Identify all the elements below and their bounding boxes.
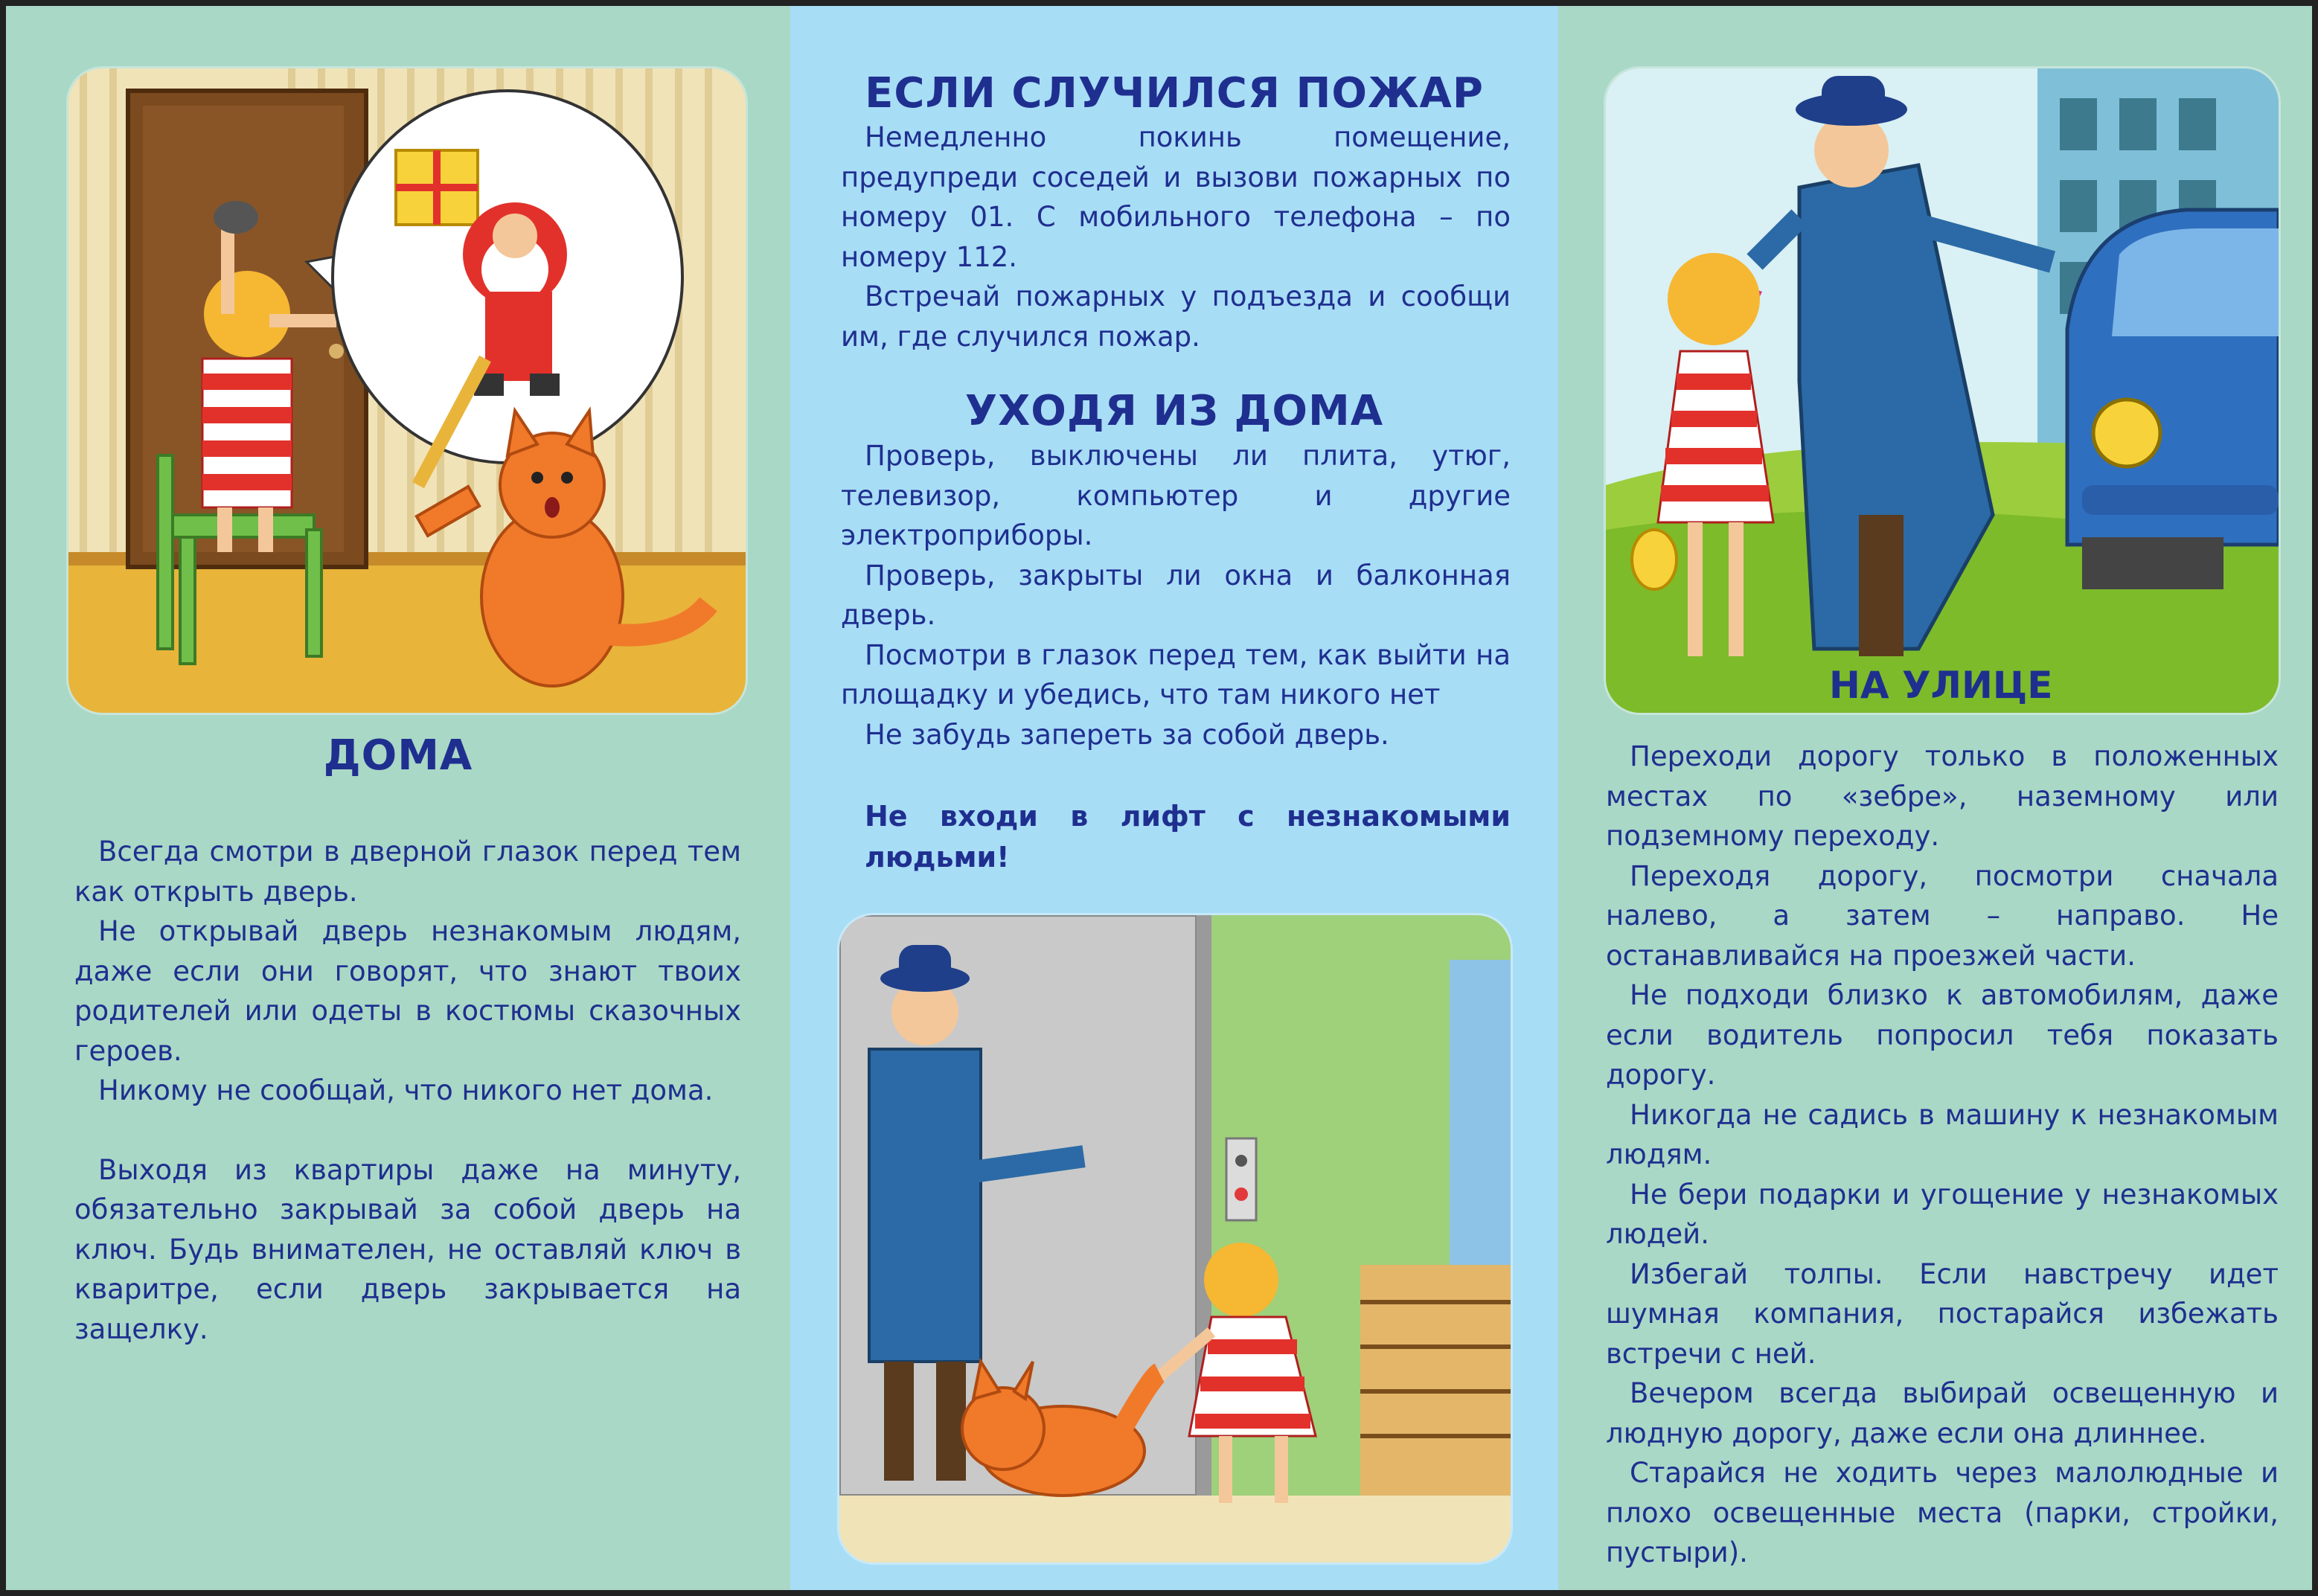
panel-home — [6, 6, 790, 1590]
street-paragraph: Старайся не ходить через малолюдные и плохо освещенные места (парки, стройки, пустыри). — [1606, 1457, 2279, 1568]
street-paragraph: Вечером всегда выбирай освещенную и людную дорогу, даже если она длиннее. — [1606, 1377, 2279, 1449]
panel-street — [1558, 6, 2312, 1590]
street-paragraph: Избегай толпы. Если навстречу идет шумная компания, постарайся избежать встречи с ней. — [1606, 1257, 2279, 1370]
leaving-paragraph: Посмотри в глазок перед тем, как выйти на площадку и убедись, что там никого нет — [841, 638, 1511, 711]
home-title: ДОМА — [323, 731, 473, 780]
elevator-warning: Не входи в лифт с незнакомыми людьми! — [865, 800, 1511, 874]
brochure — [6, 6, 2312, 1590]
fire-paragraph: Встречай пожарных у подъезда и сообщи им, где случился пожар. — [841, 281, 1511, 353]
leaving-title: УХОДЯ ИЗ ДОМА — [964, 387, 1384, 435]
fire-paragraph: Немедленно покинь помещение, предупреди соседей и вызови пожарных по номеру 01. С мобильного телефона – по номеру 112. — [841, 121, 1511, 273]
leaving-paragraph: Проверь, закрыты ли окна и балконная дверь. — [841, 559, 1511, 631]
street-title: НА УЛИЦЕ — [1829, 664, 2053, 707]
leaving-paragraph: Проверь, выключены ли плита, утюг, телевизор, компьютер и другие электроприборы. — [841, 440, 1511, 551]
illustration-elevator — [839, 915, 1511, 1563]
home-paragraph: Никому не сообщай, что никого нет дома. — [98, 1074, 714, 1106]
home-text — [74, 832, 741, 1349]
fire-text — [841, 118, 1511, 356]
illustration-street — [1606, 68, 2279, 713]
street-paragraph: Переходи дорогу только в положенных местах по «зебре», наземному или подземному переходу. — [1606, 740, 2279, 852]
illustration-home-door — [68, 68, 746, 713]
street-text — [1606, 737, 2279, 1573]
street-paragraph: Никогда не садись в машину к незнакомым людям. — [1606, 1098, 2279, 1170]
home-paragraph: Не открывай дверь незнакомым людям, даже если они говорят, что знают твоих родителей или одеты в костюмы сказочных героев. — [74, 915, 741, 1067]
street-paragraph: Не бери подарки и угощение у незнакомых людей. — [1606, 1178, 2279, 1250]
street-paragraph: Переходя дорогу, посмотри сначала налево, а затем – направо. Не останавливайся на проезжей части. — [1606, 859, 2279, 972]
leaving-text — [841, 436, 1511, 754]
street-paragraph: Не подходи близко к автомобилям, даже если водитель попросил тебя показать дорогу. — [1606, 979, 2279, 1091]
fire-title: ЕСЛИ СЛУЧИЛСЯ ПОЖАР — [865, 69, 1484, 118]
leaving-paragraph: Не забудь запереть за собой дверь. — [865, 718, 1389, 751]
home-paragraph: Всегда смотри в дверной глазок перед тем как открыть дверь. — [74, 836, 741, 908]
home-paragraph: Выходя из квартиры даже на минуту, обязательно закрывай за собой дверь на ключ. Будь внимателен, не оставляй ключ в кваритре, если дверь закрывается на защелку. — [74, 1153, 741, 1345]
panel-fire-leaving — [790, 6, 1558, 1590]
